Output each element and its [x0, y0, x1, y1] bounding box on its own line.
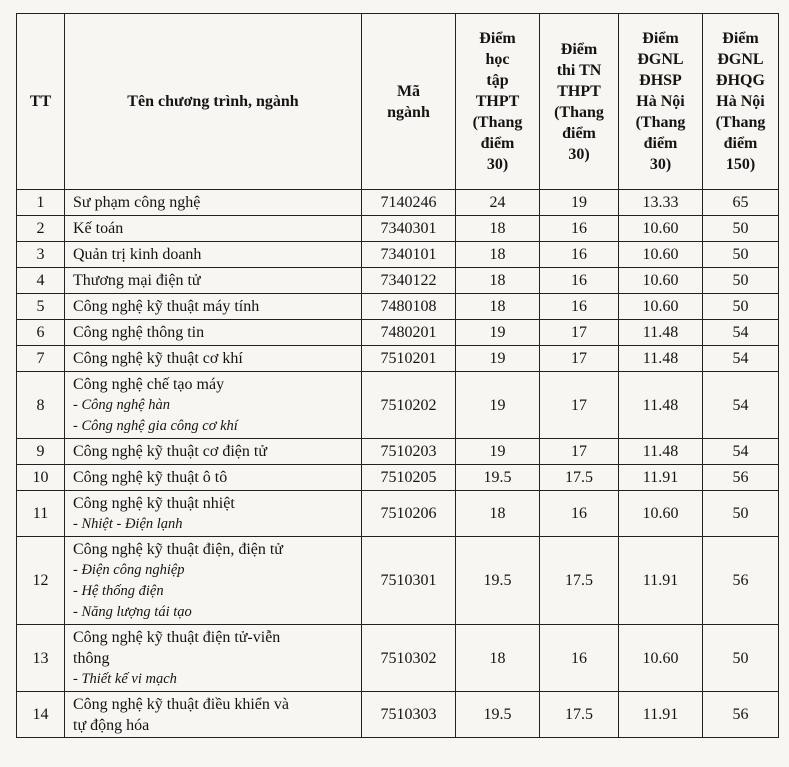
row-tt: 3 [17, 242, 65, 268]
header-line: Hà Nội [636, 93, 685, 110]
row-code: 7510301 [362, 537, 456, 625]
row-score-dhqg: 50 [703, 268, 779, 294]
row-score-dhsp: 11.48 [619, 320, 703, 346]
row-score-dhqg: 56 [703, 465, 779, 491]
row-program-name [65, 190, 362, 216]
header-line: ĐHSP [639, 72, 682, 89]
program-name-line: Quản trị kinh doanh [73, 246, 202, 263]
row-score-thi-tn: 16 [540, 268, 619, 294]
specialization-line: - Công nghệ hàn [73, 396, 171, 413]
row-code: 7510205 [362, 465, 456, 491]
row-tt: 2 [17, 216, 65, 242]
specialization-line: - Công nghệ gia công cơ khí [73, 417, 238, 434]
program-name-line: Công nghệ thông tin [73, 324, 205, 341]
program-name-line: tự động hóa [73, 716, 150, 734]
row-score-dhqg: 50 [703, 216, 779, 242]
header-dhsp [619, 14, 703, 190]
specialization-line: - Hệ thống điện [73, 582, 164, 599]
table-row [17, 242, 779, 268]
row-code: 7340301 [362, 216, 456, 242]
row-code: 7510202 [362, 372, 456, 439]
row-score-dhqg: 54 [703, 372, 779, 439]
row-score-dhsp: 11.48 [619, 439, 703, 465]
row-program-name [65, 537, 362, 625]
header-line: ngành [387, 103, 430, 121]
header-line: (Thang [554, 103, 604, 121]
row-score-dhqg: 50 [703, 625, 779, 692]
header-line: (Thang [715, 114, 766, 131]
table-row [17, 320, 779, 346]
row-tt: 10 [17, 465, 65, 491]
row-score-dhqg: 50 [703, 294, 779, 320]
program-name-line: Công nghệ kỹ thuật nhiệt [73, 494, 235, 512]
specialization-line: - Nhiệt - Điện lạnh [73, 515, 183, 532]
row-program-name [65, 346, 362, 372]
header-code [362, 14, 456, 190]
row-score-dhsp: 13.33 [619, 190, 703, 216]
header-line: điểm [480, 135, 515, 152]
header-line: học [485, 51, 510, 68]
row-program-name [65, 491, 362, 537]
header-line: (Thang [635, 114, 686, 131]
row-score-dhsp: 10.60 [619, 242, 703, 268]
row-tt: 1 [17, 190, 65, 216]
program-name-line: thông [73, 649, 110, 667]
program-name-line: Công nghệ kỹ thuật ô tô [73, 469, 228, 486]
header-thi-tn [540, 14, 619, 190]
row-code: 7140246 [362, 190, 456, 216]
row-score-thi-tn: 17.5 [540, 692, 619, 738]
row-score-dhqg: 54 [703, 439, 779, 465]
header-hoc-tap [456, 14, 540, 190]
row-score-thi-tn: 16 [540, 625, 619, 692]
row-score-hoc-tap: 19 [456, 439, 540, 465]
table-row [17, 625, 779, 692]
row-program-name [65, 294, 362, 320]
header-line: 150) [725, 156, 756, 173]
row-code: 7510302 [362, 625, 456, 692]
row-code: 7340122 [362, 268, 456, 294]
table-row [17, 346, 779, 372]
row-score-hoc-tap: 19 [456, 372, 540, 439]
row-tt: 5 [17, 294, 65, 320]
program-name-line: Công nghệ kỹ thuật máy tính [73, 298, 260, 315]
table-row [17, 372, 779, 439]
program-name-line: Công nghệ kỹ thuật cơ điện tử [73, 443, 267, 460]
row-code: 7510201 [362, 346, 456, 372]
row-program-name [65, 372, 362, 439]
table-body [17, 190, 779, 738]
row-tt: 11 [17, 491, 65, 537]
header-line: 30) [568, 145, 590, 163]
row-score-hoc-tap: 19.5 [456, 465, 540, 491]
row-score-thi-tn: 16 [540, 491, 619, 537]
header-line: Điểm [642, 30, 679, 47]
header-line: THPT [557, 82, 601, 100]
row-score-hoc-tap: 19 [456, 320, 540, 346]
admission-score-table [16, 13, 779, 738]
row-score-thi-tn: 16 [540, 242, 619, 268]
header-dhqg [703, 14, 779, 190]
header-line: Điểm [560, 40, 598, 58]
row-score-hoc-tap: 19.5 [456, 537, 540, 625]
table-row [17, 294, 779, 320]
row-score-dhsp: 11.91 [619, 692, 703, 738]
table-row [17, 268, 779, 294]
header-line: 30) [649, 156, 672, 173]
row-score-hoc-tap: 18 [456, 491, 540, 537]
program-name-line: Công nghệ chế tạo máy [73, 375, 225, 393]
table-row [17, 491, 779, 537]
header-line: điểm [562, 124, 596, 142]
header-line: 30) [486, 156, 509, 173]
header-tt: TT [17, 14, 65, 190]
row-score-thi-tn: 17 [540, 346, 619, 372]
row-score-dhsp: 10.60 [619, 268, 703, 294]
row-score-thi-tn: 17 [540, 320, 619, 346]
row-code: 7480201 [362, 320, 456, 346]
program-name-line: Công nghệ kỹ thuật điện tử-viễn [73, 628, 281, 646]
header-line: thi TN [556, 61, 602, 79]
row-score-dhsp: 11.91 [619, 465, 703, 491]
row-score-dhsp: 10.60 [619, 216, 703, 242]
row-score-thi-tn: 17.5 [540, 465, 619, 491]
specialization-line: - Thiết kế vi mạch [73, 670, 177, 687]
row-score-hoc-tap: 18 [456, 625, 540, 692]
row-score-thi-tn: 17 [540, 439, 619, 465]
row-score-thi-tn: 16 [540, 294, 619, 320]
row-tt: 8 [17, 372, 65, 439]
specialization-line: - Năng lượng tái tạo [73, 603, 192, 620]
row-tt: 13 [17, 625, 65, 692]
program-name-line: Thương mại điện tử [73, 272, 201, 289]
program-name-line: Công nghệ kỹ thuật điện, điện tử [73, 540, 283, 558]
row-score-hoc-tap: 24 [456, 190, 540, 216]
row-program-name [65, 625, 362, 692]
header-line: điểm [643, 135, 678, 152]
program-name-line: Công nghệ kỹ thuật cơ khí [73, 350, 243, 367]
row-score-hoc-tap: 18 [456, 216, 540, 242]
row-score-hoc-tap: 19.5 [456, 692, 540, 738]
row-score-hoc-tap: 18 [456, 242, 540, 268]
row-program-name [65, 242, 362, 268]
row-code: 7510203 [362, 439, 456, 465]
header-row [17, 14, 779, 190]
row-tt: 4 [17, 268, 65, 294]
row-tt: 6 [17, 320, 65, 346]
row-score-thi-tn: 17 [540, 372, 619, 439]
header-line: ĐGNL [637, 51, 684, 68]
header-name: Tên chương trình, ngành [65, 14, 362, 190]
row-program-name [65, 268, 362, 294]
row-score-dhqg: 56 [703, 692, 779, 738]
header-line: (Thang [472, 114, 523, 131]
row-score-dhqg: 50 [703, 242, 779, 268]
row-tt: 14 [17, 692, 65, 738]
row-score-thi-tn: 17.5 [540, 537, 619, 625]
row-program-name [65, 465, 362, 491]
row-program-name [65, 692, 362, 738]
row-score-dhqg: 50 [703, 491, 779, 537]
row-tt: 9 [17, 439, 65, 465]
row-program-name [65, 320, 362, 346]
row-score-hoc-tap: 19 [456, 346, 540, 372]
table-row [17, 537, 779, 625]
row-score-dhqg: 56 [703, 537, 779, 625]
program-name-line: Kế toán [73, 220, 124, 237]
row-tt: 12 [17, 537, 65, 625]
row-score-dhsp: 11.48 [619, 346, 703, 372]
row-score-thi-tn: 19 [540, 190, 619, 216]
row-tt: 7 [17, 346, 65, 372]
row-score-dhsp: 11.48 [619, 372, 703, 439]
row-code: 7510206 [362, 491, 456, 537]
row-score-dhsp: 10.60 [619, 625, 703, 692]
row-score-dhsp: 10.60 [619, 294, 703, 320]
header-line: THPT [475, 93, 520, 110]
row-score-dhsp: 10.60 [619, 491, 703, 537]
row-code: 7480108 [362, 294, 456, 320]
row-score-dhqg: 54 [703, 320, 779, 346]
row-score-dhsp: 11.91 [619, 537, 703, 625]
header-line: Mã [396, 82, 421, 100]
table-row [17, 692, 779, 738]
header-line: điểm [723, 135, 758, 152]
row-code: 7510303 [362, 692, 456, 738]
header-line: Điểm [479, 30, 516, 47]
table-row [17, 190, 779, 216]
row-score-hoc-tap: 18 [456, 294, 540, 320]
row-score-dhqg: 54 [703, 346, 779, 372]
header-line: Hà Nội [716, 93, 765, 110]
table-row [17, 216, 779, 242]
specialization-line: - Điện công nghiệp [73, 561, 185, 578]
row-score-thi-tn: 16 [540, 216, 619, 242]
header-line: ĐGNL [717, 51, 764, 68]
table-row [17, 465, 779, 491]
header-line: Điểm [722, 30, 759, 47]
header-line: ĐHQG [716, 72, 765, 89]
row-program-name [65, 216, 362, 242]
row-score-hoc-tap: 18 [456, 268, 540, 294]
row-code: 7340101 [362, 242, 456, 268]
header-line: tập [486, 72, 509, 89]
row-program-name [65, 439, 362, 465]
row-score-dhqg: 65 [703, 190, 779, 216]
program-name-line: Công nghệ kỹ thuật điều khiển và [73, 695, 289, 713]
table-row [17, 439, 779, 465]
program-name-line: Sư phạm công nghệ [73, 194, 201, 211]
